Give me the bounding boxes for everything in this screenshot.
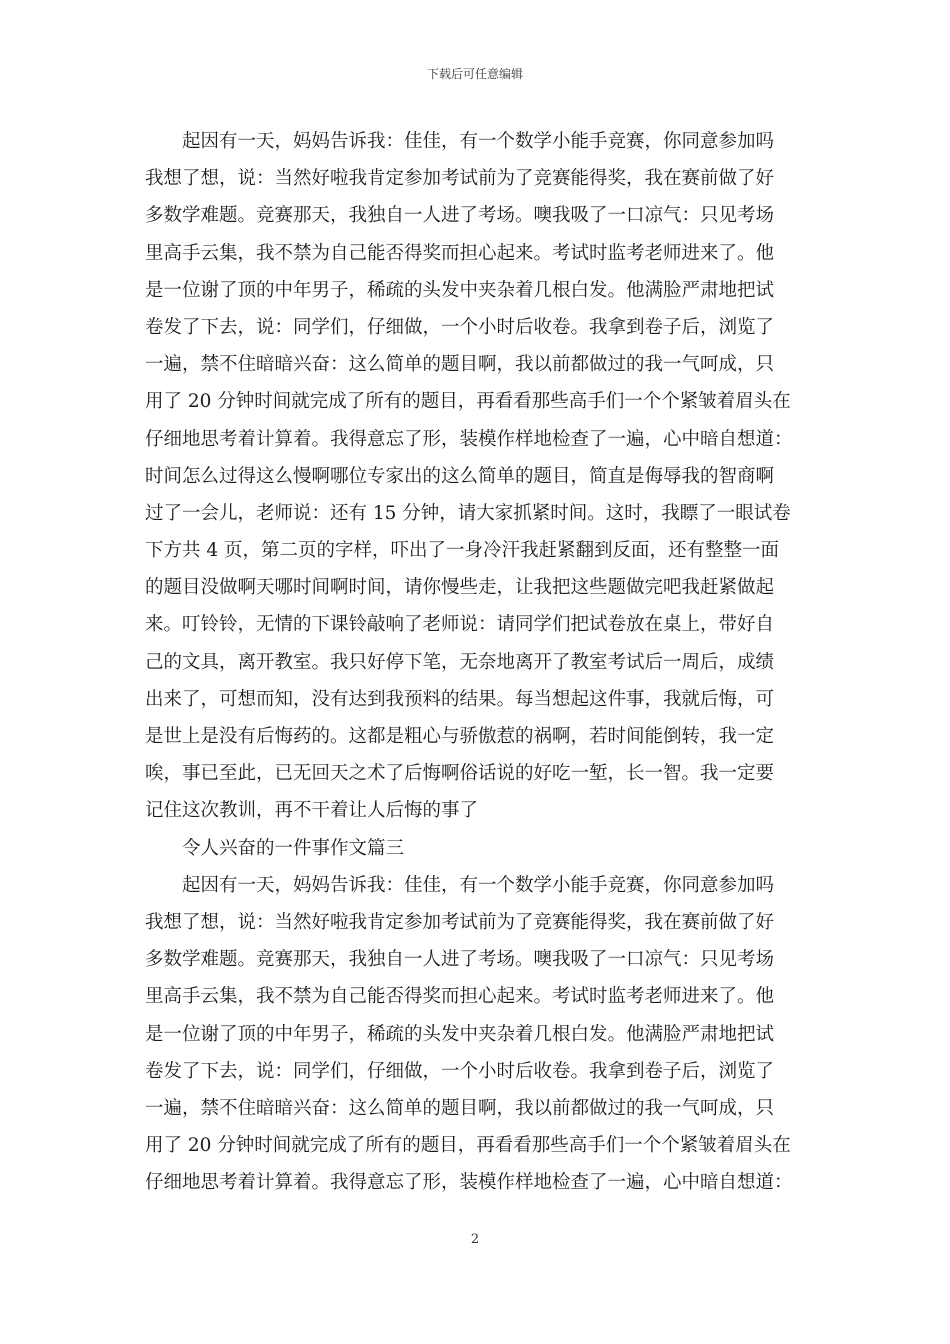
- text-line: 是世上是没有后悔药的。这都是粗心与骄傲惹的祸啊，若时间能倒转，我一定: [145, 726, 775, 747]
- text-line: 是一位谢了顶的中年男子，稀疏的头发中夹杂着几根白发。他满脸严肃地把试: [145, 279, 775, 301]
- text-line: 时间怎么过得这么慢啊哪位专家出的这么简单的题目，简直是侮辱我的智商啊: [145, 465, 775, 487]
- text-line: 里高手云集，我不禁为自己能否得奖而担心起来。考试时监考老师进来了。他: [145, 242, 775, 264]
- text-line: 里高手云集，我不禁为自己能否得奖而担心起来。考试时监考老师进来了。他: [145, 986, 775, 1008]
- text-line: 唉，事已至此，已无回天之术了后悔啊俗话说的好吃一堑，长一智。我一定要: [145, 763, 775, 785]
- text-line: 下方共 4 页，第二页的字样，吓出了一身冷汗我赶紧翻到反面，还有整整一面: [145, 540, 780, 562]
- text-line: 仔细地思考着计算着。我得意忘了形，装模作样地检查了一遍，心中暗自想道：: [145, 1172, 793, 1194]
- paragraph-first-line: 起因有一天，妈妈告诉我：佳佳，有一个数学小能手竞赛，你同意参加吗: [182, 874, 775, 896]
- text-line: 来。叮铃铃，无情的下课铃敲响了老师说：请同学们把试卷放在桌上，带好自: [145, 614, 775, 636]
- page-number: 2: [470, 1232, 480, 1247]
- text-line: 的题目没做啊天哪时间啊时间，请你慢些走，让我把这些题做完吧我赶紧做起: [145, 577, 775, 599]
- text-line: 出来了，可想而知，没有达到我预料的结果。每当想起这件事，我就后悔，可: [145, 688, 775, 710]
- text-line: 一遍，禁不住暗暗兴奋：这么简单的题目啊，我以前都做过的我一气呵成，只: [145, 1097, 775, 1119]
- page-header: 下载后可任意编辑: [426, 67, 523, 81]
- text-line: 我想了想，说：当然好啦我肯定参加考试前为了竞赛能得奖，我在赛前做了好: [145, 911, 775, 933]
- text-line: 多数学难题。竞赛那天，我独自一人进了考场。噢我吸了一口凉气：只见考场: [145, 949, 775, 971]
- paragraph-first-line: 起因有一天，妈妈告诉我：佳佳，有一个数学小能手竞赛，你同意参加吗: [182, 131, 775, 152]
- text-line: 是一位谢了顶的中年男子，稀疏的头发中夹杂着几根白发。他满脸严肃地把试: [145, 1023, 775, 1045]
- text-line: 仔细地思考着计算着。我得意忘了形，装模作样地检查了一遍，心中暗自想道：: [145, 428, 793, 450]
- text-line: 卷发了下去，说：同学们，仔细做，一个小时后收卷。我拿到卷子后，浏览了: [145, 1060, 775, 1082]
- text-line: 过了一会儿，老师说：还有 15 分钟，请大家抓紧时间。这时，我瞟了一眼试卷: [145, 502, 791, 524]
- text-line: 用了 20 分钟时间就完成了所有的题目，再看看那些高手们一个个紧皱着眉头在: [145, 391, 791, 413]
- text-line: 用了 20 分钟时间就完成了所有的题目，再看看那些高手们一个个紧皱着眉头在: [145, 1135, 791, 1157]
- section-heading: 令人兴奋的一件事作文篇三: [182, 837, 405, 859]
- text-line: 我想了想，说：当然好啦我肯定参加考试前为了竞赛能得奖，我在赛前做了好: [145, 168, 775, 190]
- document-body: [145, 123, 805, 1201]
- text-line: 一遍，禁不住暗暗兴奋：这么简单的题目啊，我以前都做过的我一气呵成，只: [145, 354, 775, 376]
- text-line: 卷发了下去，说：同学们，仔细做，一个小时后收卷。我拿到卷子后，浏览了: [145, 316, 775, 338]
- text-line: 多数学难题。竞赛那天，我独自一人进了考场。噢我吸了一口凉气：只见考场: [145, 205, 775, 227]
- text-line: 己的文具，离开教室。我只好停下笔，无奈地离开了教室考试后一周后，成绩: [145, 651, 775, 673]
- text-line: 记住这次教训，再不干着让人后悔的事了: [145, 800, 479, 822]
